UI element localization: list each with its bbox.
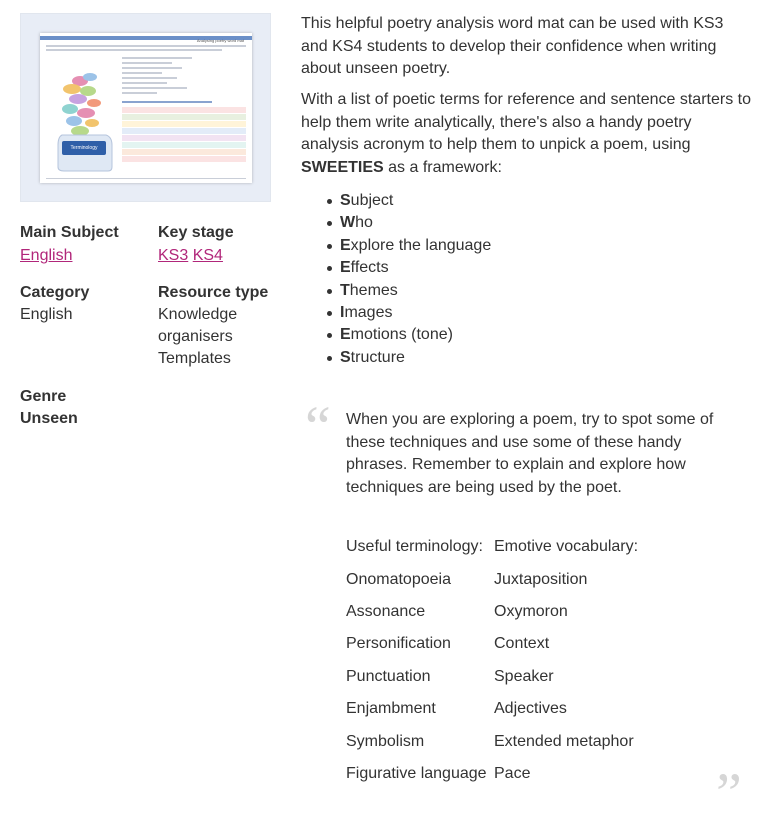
jar-label: Terminology — [62, 141, 106, 155]
table-cell: Oxymoron — [494, 602, 568, 620]
resource-type-line: organisers — [158, 328, 233, 345]
list-item: Structure — [322, 347, 491, 369]
genre-value: Unseen — [20, 410, 78, 427]
table-cell: Personification — [346, 635, 451, 653]
table-row — [346, 563, 638, 595]
resource-type-value — [158, 304, 237, 370]
table-cell: Speaker — [494, 667, 554, 685]
table-row — [346, 693, 638, 725]
sweet-jar-illustration — [50, 63, 114, 173]
table-header-row — [346, 531, 638, 563]
table-cell: Onomatopoeia — [346, 570, 451, 588]
table-header: Emotive vocabulary: — [494, 538, 639, 556]
table-row — [346, 628, 638, 660]
table-cell: Pace — [494, 764, 531, 782]
table-row — [346, 725, 638, 757]
table-cell: Assonance — [346, 602, 426, 620]
description-paragraph: With a list of poetic terms for reference and sentence starters to help them write analytically, there's also a handy poetry analysis acronym to help them to unpick a poem, using SWEETIES as a framework: — [301, 91, 751, 176]
list-item: Effects — [322, 257, 491, 279]
resource-thumbnail[interactable] — [20, 13, 271, 202]
list-item: Emotions (tone) — [322, 324, 491, 346]
list-item: Subject — [322, 190, 491, 212]
key-stage-link-ks4[interactable]: KS4 — [192, 247, 223, 264]
table-cell: Extended metaphor — [494, 732, 634, 750]
table-header: Useful terminology: — [346, 538, 483, 556]
table-cell: Juxtaposition — [494, 570, 588, 588]
table-cell: Adjectives — [494, 700, 567, 718]
key-stage-label: Key stage — [158, 224, 234, 241]
acronym-highlight: SWEETIES — [301, 158, 384, 176]
main-subject-link[interactable]: English — [20, 247, 73, 264]
category-value: English — [20, 306, 73, 323]
list-item: Explore the language — [322, 235, 491, 257]
table-cell: Punctuation — [346, 667, 431, 685]
list-item: Themes — [322, 280, 491, 302]
sweeties-list — [322, 190, 491, 369]
main-subject-value — [20, 245, 72, 267]
table-row — [346, 758, 638, 790]
table-cell: Symbolism — [346, 732, 425, 750]
table-cell: Enjambment — [346, 700, 436, 718]
quote-text: When you are exploring a poem, try to spot some of these techniques and use some of these handy phrases. Remember to explain and explore how techniques are being used by the poet. — [346, 411, 714, 496]
sheet-title: Analysing poetry word mat — [196, 38, 244, 43]
table-row — [346, 596, 638, 628]
open-quote-icon: “ — [305, 394, 331, 459]
close-quote-icon: ” — [716, 761, 742, 826]
key-stage-value — [158, 245, 223, 267]
category-label: Category — [20, 284, 90, 301]
list-item: Images — [322, 302, 491, 324]
list-item: Who — [322, 212, 491, 234]
main-subject-label: Main Subject — [20, 224, 119, 241]
table-row — [346, 661, 638, 693]
resource-type-label: Resource type — [158, 284, 269, 301]
vocab-table — [346, 531, 638, 790]
resource-type-line: Templates — [158, 350, 231, 367]
thumbnail-sheet — [40, 33, 252, 183]
description-paragraph: This helpful poetry analysis word mat can be used with KS3 and KS4 students to develop their confidence when writing about unseen poetry. — [301, 15, 724, 77]
table-cell: Context — [494, 635, 550, 653]
key-stage-link-ks3[interactable]: KS3 — [158, 247, 189, 264]
table-cell: Figurative language — [346, 764, 487, 782]
genre-label: Genre — [20, 388, 67, 405]
resource-type-line: Knowledge — [158, 306, 238, 323]
